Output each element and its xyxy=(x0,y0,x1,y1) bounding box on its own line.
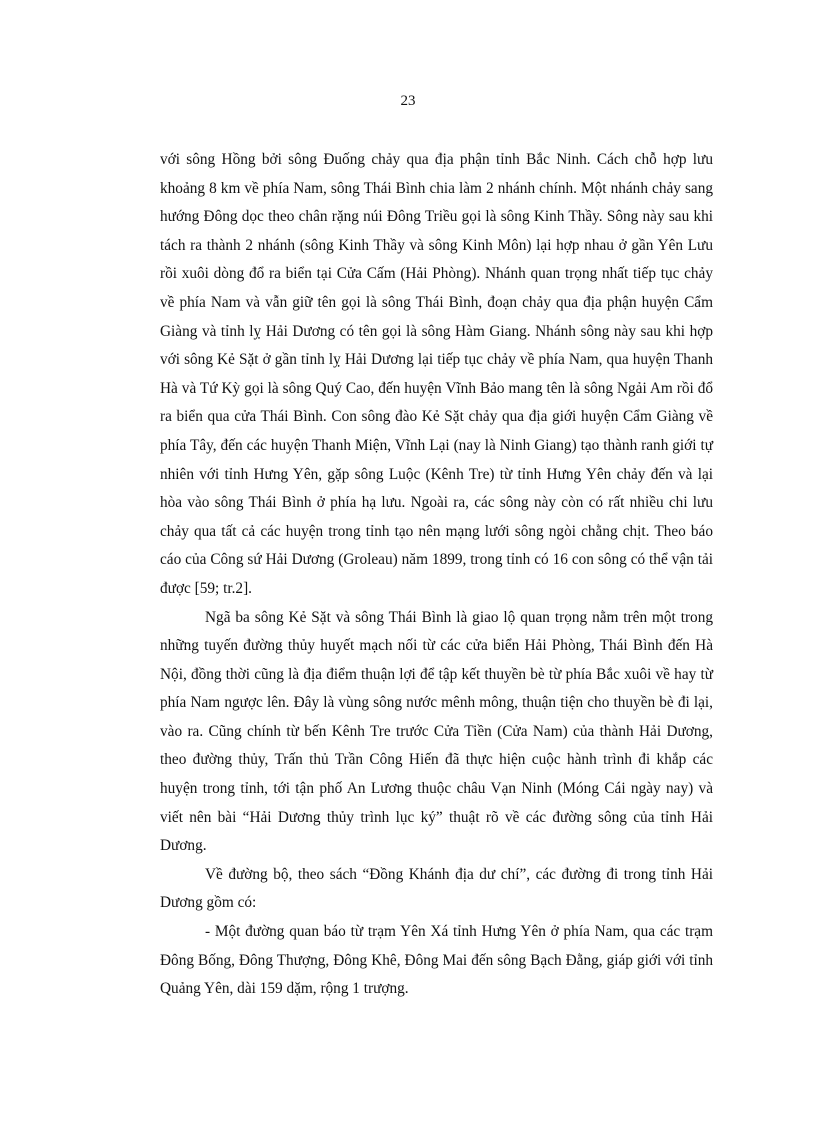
paragraph-roads-intro: Về đường bộ, theo sách “Đồng Khánh địa dư chí”, các đường đi trong tỉnh Hải Dương gồm có: xyxy=(160,865,713,912)
page-number: 23 xyxy=(400,93,416,109)
body-text xyxy=(160,146,713,1004)
paragraph-confluence: Ngã ba sông Kẻ Sặt và sông Thái Bình là giao lộ quan trọng nằm trên một trong những tuyến đường thủy huyết mạch nối từ các cửa biển Hải Phòng, Thái Bình đến Hà Nội, đồng thời cũng là địa điểm thuận lợi để tập kết thuyền bè từ phía Bắc xuôi về hay từ phía Nam ngược lên. Đây là vùng sông nước mênh mông, thuận tiện cho thuyền bè đi lại, vào ra. Cũng chính từ bến Kênh Tre trước Cửa Tiền (Cửa Nam) của thành Hải Dương, theo đường thủy, Trấn thủ Trần Công Hiến đã thực hiện cuộc hành trình đi khắp các huyện trong tỉnh, tới tận phố An Lương thuộc châu Vạn Ninh (Móng Cái ngày nay) và viết nên bài “Hải Dương thủy trình lục ký” thuật rõ về các đường sông của tỉnh Hải Dương. xyxy=(160,608,713,855)
paragraph-road-item: - Một đường quan báo từ trạm Yên Xá tỉnh Hưng Yên ở phía Nam, qua các trạm Đông Bống, Đông Thượng, Đông Khê, Đông Mai đến sông Bạch Đằng, giáp giới với tỉnh Quảng Yên, dài 159 dặm, rộng 1 trượng. xyxy=(160,923,713,998)
paragraph-rivers: với sông Hồng bởi sông Đuống chảy qua địa phận tỉnh Bắc Ninh. Cách chỗ hợp lưu khoảng 8 km về phía Nam, sông Thái Bình chia làm 2 nhánh chính. Một nhánh chảy sang hướng Đông dọc theo chân rặng núi Đông Triều gọi là sông Kinh Thầy. Sông này sau khi tách ra thành 2 nhánh (sông Kinh Thầy và sông Kinh Môn) lại hợp nhau ở gần Yên Lưu rồi xuôi dòng đổ ra biển tại Cửa Cấm (Hải Phòng). Nhánh quan trọng nhất tiếp tục chảy về phía Nam và vẫn giữ tên gọi là sông Thái Bình, đoạn chảy qua địa phận huyện Cẩm Giàng và tỉnh lỵ Hải Dương có tên gọi là sông Hàm Giang. Nhánh sông này sau khi hợp với sông Kẻ Sặt ở gần tỉnh lỵ Hải Dương lại tiếp tục chảy về phía Nam, qua huyện Thanh Hà và Tứ Kỳ gọi là sông Quý Cao, đến huyện Vĩnh Bảo mang tên là sông Ngải Am rồi đổ ra biển qua cửa Thái Bình. Con sông đào Kẻ Sặt chảy qua địa giới huyện Cẩm Giàng về phía Tây, đến các huyện Thanh Miện, Vĩnh Lại (nay là Ninh Giang) tạo thành ranh giới tự nhiên với tỉnh Hưng Yên, gặp sông Luộc (Kênh Tre) từ tỉnh Hưng Yên chảy đến và lại hòa vào sông Thái Bình ở phía hạ lưu. Ngoài ra, các sông này còn có rất nhiều chi lưu chảy qua tất cả các huyện trong tỉnh tạo nên mạng lưới sông ngòi chằng chịt. Theo báo cáo của Công sứ Hải Dương (Groleau) năm 1899, trong tỉnh có 16 con sông có thể vận tải được [59; tr.2]. xyxy=(160,151,713,597)
